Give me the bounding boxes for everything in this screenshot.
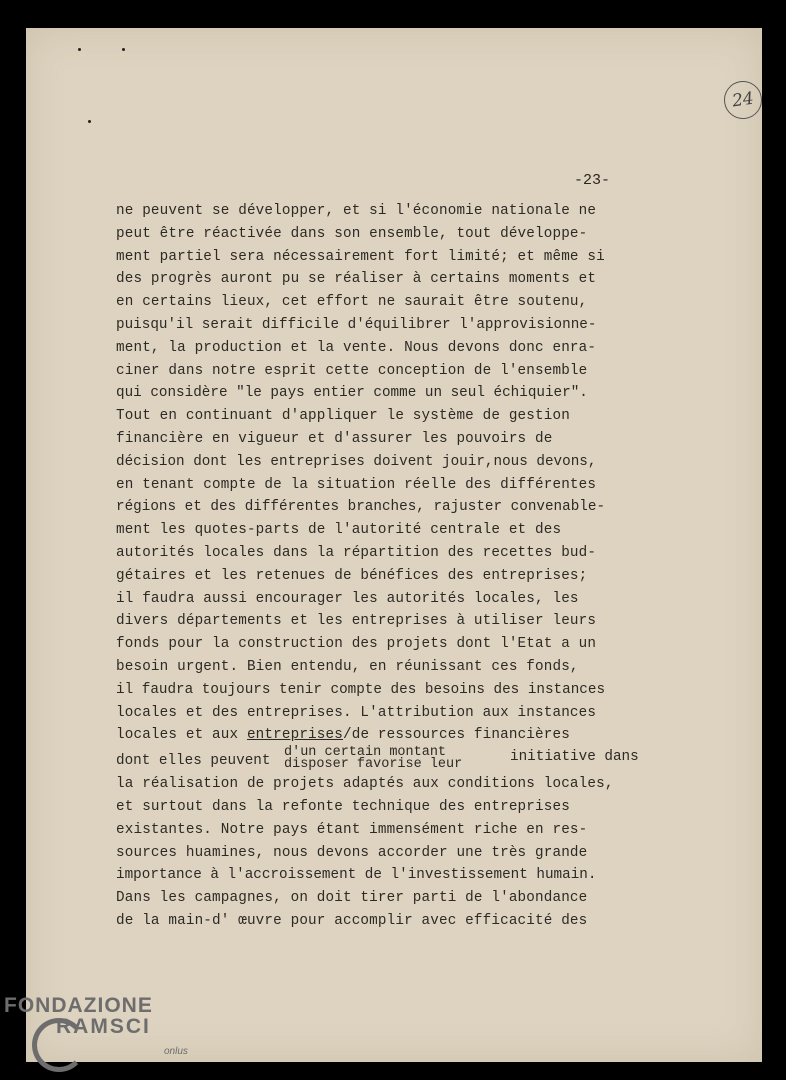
text-line: besoin urgent. Bien entendu, en réunissant ces fonds, (116, 658, 579, 675)
text-line: et surtout dans la refonte technique des entreprises (116, 798, 570, 815)
logo-line-1: FONDAZIONE (4, 994, 153, 1017)
fondazione-gramsci-logo (4, 994, 188, 1057)
archive-number: 24 (722, 79, 765, 122)
line-part: /de ressources financières (342, 727, 570, 744)
ink-mark (88, 120, 91, 123)
text-line: Tout en continuant d'appliquer le système de gestion (116, 408, 570, 425)
text-line: sources huamines, nous devons accorder une très grande (116, 844, 588, 861)
text-line: puisqu'il serait difficile d'équilibrer l'approvisionne- (116, 316, 597, 333)
text-line: ne peuvent se développer, et si l'économie nationale ne (116, 203, 597, 219)
text-line: fonds pour la construction des projets dont l'Etat a un (116, 636, 597, 653)
text-line: il faudra toujours tenir compte des besoins des instances (116, 681, 606, 698)
text-line: régions et des différentes branches, rajuster convenable- (116, 499, 606, 516)
text-line: ciner dans notre esprit cette conception de l'ensemble (116, 362, 588, 379)
line-part: initiative dans (510, 749, 639, 766)
insertion-row (116, 747, 656, 773)
text-line: divers départements et les entreprises à utiliser leurs (116, 613, 597, 630)
line-part: dont elles peuvent (116, 753, 271, 770)
text-line: la réalisation de projets adaptés aux conditions locales, (116, 776, 614, 793)
text-line: des progrès auront pu se réaliser à certains moments et (116, 271, 597, 288)
text-line: autorités locales dans la répartition des recettes bud- (116, 544, 597, 561)
text-line: de la main-d' œuvre pour accomplir avec efficacité des (116, 912, 588, 929)
text-line: locales et des entreprises. L'attribution aux instances (116, 704, 597, 721)
logo-suffix: onlus (164, 1046, 188, 1057)
text-line: en tenant compte de la situation réelle des différentes (116, 476, 597, 493)
text-line: ment partiel sera nécessairement fort limité; et même si (116, 248, 605, 265)
text-line: financière en vigueur et d'assurer les pouvoirs de (116, 430, 553, 447)
logo-g-icon (32, 1018, 86, 1072)
inserted-text-top: d'un certain montant (284, 745, 447, 761)
body-text (116, 200, 656, 933)
text-line: importance à l'accroissement de l'investissement humain. (116, 867, 597, 884)
page-number: -23- (574, 172, 611, 189)
ink-mark (122, 48, 125, 51)
text-line: ment, la production et la vente. Nous devons donc enra- (116, 339, 597, 356)
text-line: Dans les campagnes, on doit tirer parti de l'abondance (116, 890, 588, 907)
text-line: gétaires et les retenues de bénéfices des entreprises; (116, 567, 588, 584)
text-line: existantes. Notre pays étant immensément riche en res- (116, 821, 588, 838)
text-line: en certains lieux, cet effort ne saurait être soutenu, (116, 294, 588, 311)
text-line-with-correction (116, 724, 656, 747)
underlined-word: entreprises (246, 727, 343, 744)
text-line: qui considère "le pays entier comme un seul échiquier". (116, 385, 588, 402)
line-part: locales et aux (116, 727, 247, 744)
text-line: il faudra aussi encourager les autorités locales, les (116, 590, 579, 607)
ink-mark (78, 48, 81, 51)
text-line: décision dont les entreprises doivent jouir,nous devons, (116, 453, 597, 470)
text-line: peut être réactivée dans son ensemble, tout développe- (116, 225, 588, 242)
text-line: ment les quotes-parts de l'autorité centrale et des (116, 522, 562, 539)
inserted-text-bottom: disposer favorise leur (284, 757, 463, 773)
logo-line-2: RAMSCI (56, 1015, 151, 1038)
